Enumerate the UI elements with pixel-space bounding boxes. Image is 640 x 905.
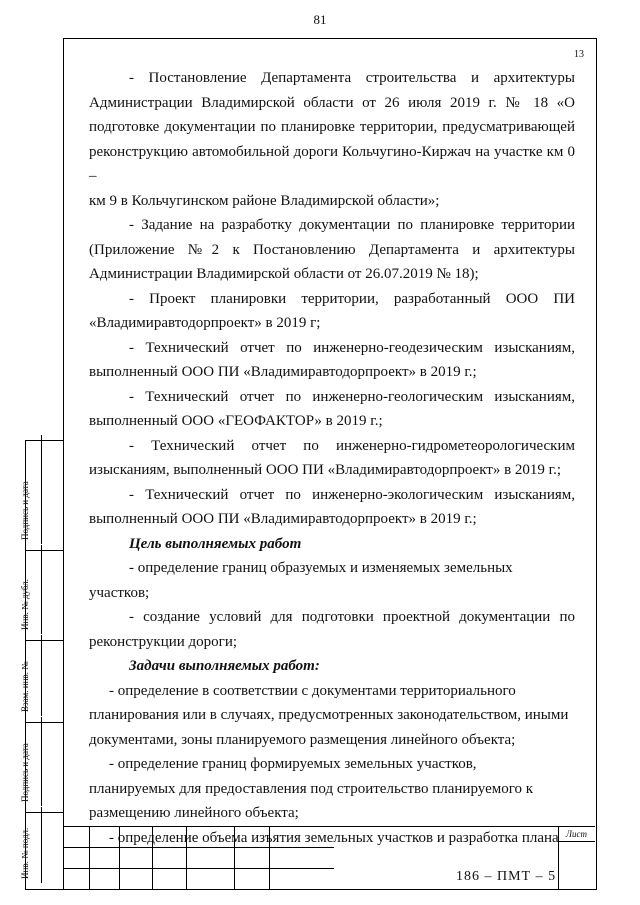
- side-stamp-label: Инв. № дубл.: [20, 579, 30, 630]
- text-line: - Технический отчет по инженерно-экологическим изысканиям,: [129, 486, 575, 503]
- text-line: планируемых для предоставления под строительство планируемого к: [89, 780, 534, 797]
- text-line: - Технический отчет по инженерно-геодезическим изысканиям,: [129, 339, 575, 356]
- text-line: - определение объема изъятия земельных участков и разработка плана: [109, 829, 559, 846]
- text-line: Администрации Владимирской области от 26.07.2019 № 18);: [89, 266, 479, 282]
- document-body: [89, 66, 575, 850]
- document-code: 186 – ПМТ – 5: [456, 869, 557, 884]
- side-stamp-cell: [20, 813, 63, 889]
- text-line: «Владимиравтодорпроект» в 2019 г;: [89, 315, 321, 331]
- text-line: размещению линейного объекта;: [89, 805, 299, 821]
- side-stamp-label: Инв. № подл.: [20, 827, 30, 879]
- side-stamp-label: Подпись и дата: [20, 481, 30, 540]
- text-line: выполненный ООО «ГЕОФАКТОР» в 2019 г.;: [89, 413, 383, 429]
- text-line: изысканиям, выполненный ООО ПИ «Владимиравтодорпроект» в 2019 г.;: [89, 462, 562, 478]
- side-stamp-cell: [20, 551, 63, 641]
- text-line: - определение границ образуемых и изменяемых земельных участков;: [89, 560, 513, 601]
- sheet-number: 13: [574, 49, 584, 60]
- text-line: - определение в соответствии с документами территориального: [109, 682, 516, 699]
- title-block-stamp: [64, 826, 595, 889]
- text-line: выполненный ООО ПИ «Владимиравтодорпроект» в 2019 г.;: [89, 364, 477, 380]
- text-line: км 9 в Кольчугинском районе Владимирской области»;: [89, 192, 440, 209]
- side-stamp-cell: [20, 641, 63, 723]
- sheet-label: Лист: [565, 829, 587, 839]
- text-line: Администрации Владимирской области от 26 июля 2019 г. № 18 «О: [89, 94, 575, 111]
- page-number: 81: [313, 12, 327, 27]
- document-frame: [63, 38, 597, 890]
- text-line: - Постановление Департамента строительства и архитектуры: [129, 70, 575, 86]
- text-line: документами, зоны планируемого размещения линейного объекта;: [89, 731, 516, 748]
- text-line: реконструкции дороги;: [89, 633, 238, 650]
- text-line: - Проект планировки территории, разработанный ООО ПИ: [129, 290, 575, 307]
- text-line: - Технический отчет по инженерно-гидрометеорологическим: [129, 437, 575, 454]
- text-line: планирования или в случаях, предусмотренных законодательством, иными: [89, 707, 569, 723]
- text-line: выполненный ООО ПИ «Владимиравтодорпроект» в 2019 г.;: [89, 511, 477, 527]
- text-line: - Задание на разработку документации по планировке территории: [129, 217, 575, 233]
- section-heading: Задачи выполняемых работ:: [129, 658, 320, 674]
- section-heading: Цель выполняемых работ: [129, 535, 302, 552]
- text-line: подготовке документации по планировке территории, предусматривающей: [89, 119, 575, 135]
- text-line: - создание условий для подготовки проектной документации по: [129, 609, 575, 625]
- side-stamp-label: Взам. инв. №: [20, 661, 30, 712]
- text-line: реконструкцию автомобильной дороги Кольчугино-Киржач на участке км 0 –: [89, 143, 575, 184]
- side-stamp-cell: [20, 723, 63, 813]
- side-stamp-label: Подпись и дата: [20, 743, 30, 802]
- text-line: (Приложение №2 к Постановлению Департамента и архитектуры: [89, 241, 575, 258]
- text-line: - Технический отчет по инженерно-геологическим изысканиям,: [129, 388, 575, 405]
- side-stamp-cell: [20, 441, 63, 551]
- left-side-stamp: [20, 440, 63, 890]
- text-line: - определение границ формируемых земельных участков,: [109, 756, 477, 772]
